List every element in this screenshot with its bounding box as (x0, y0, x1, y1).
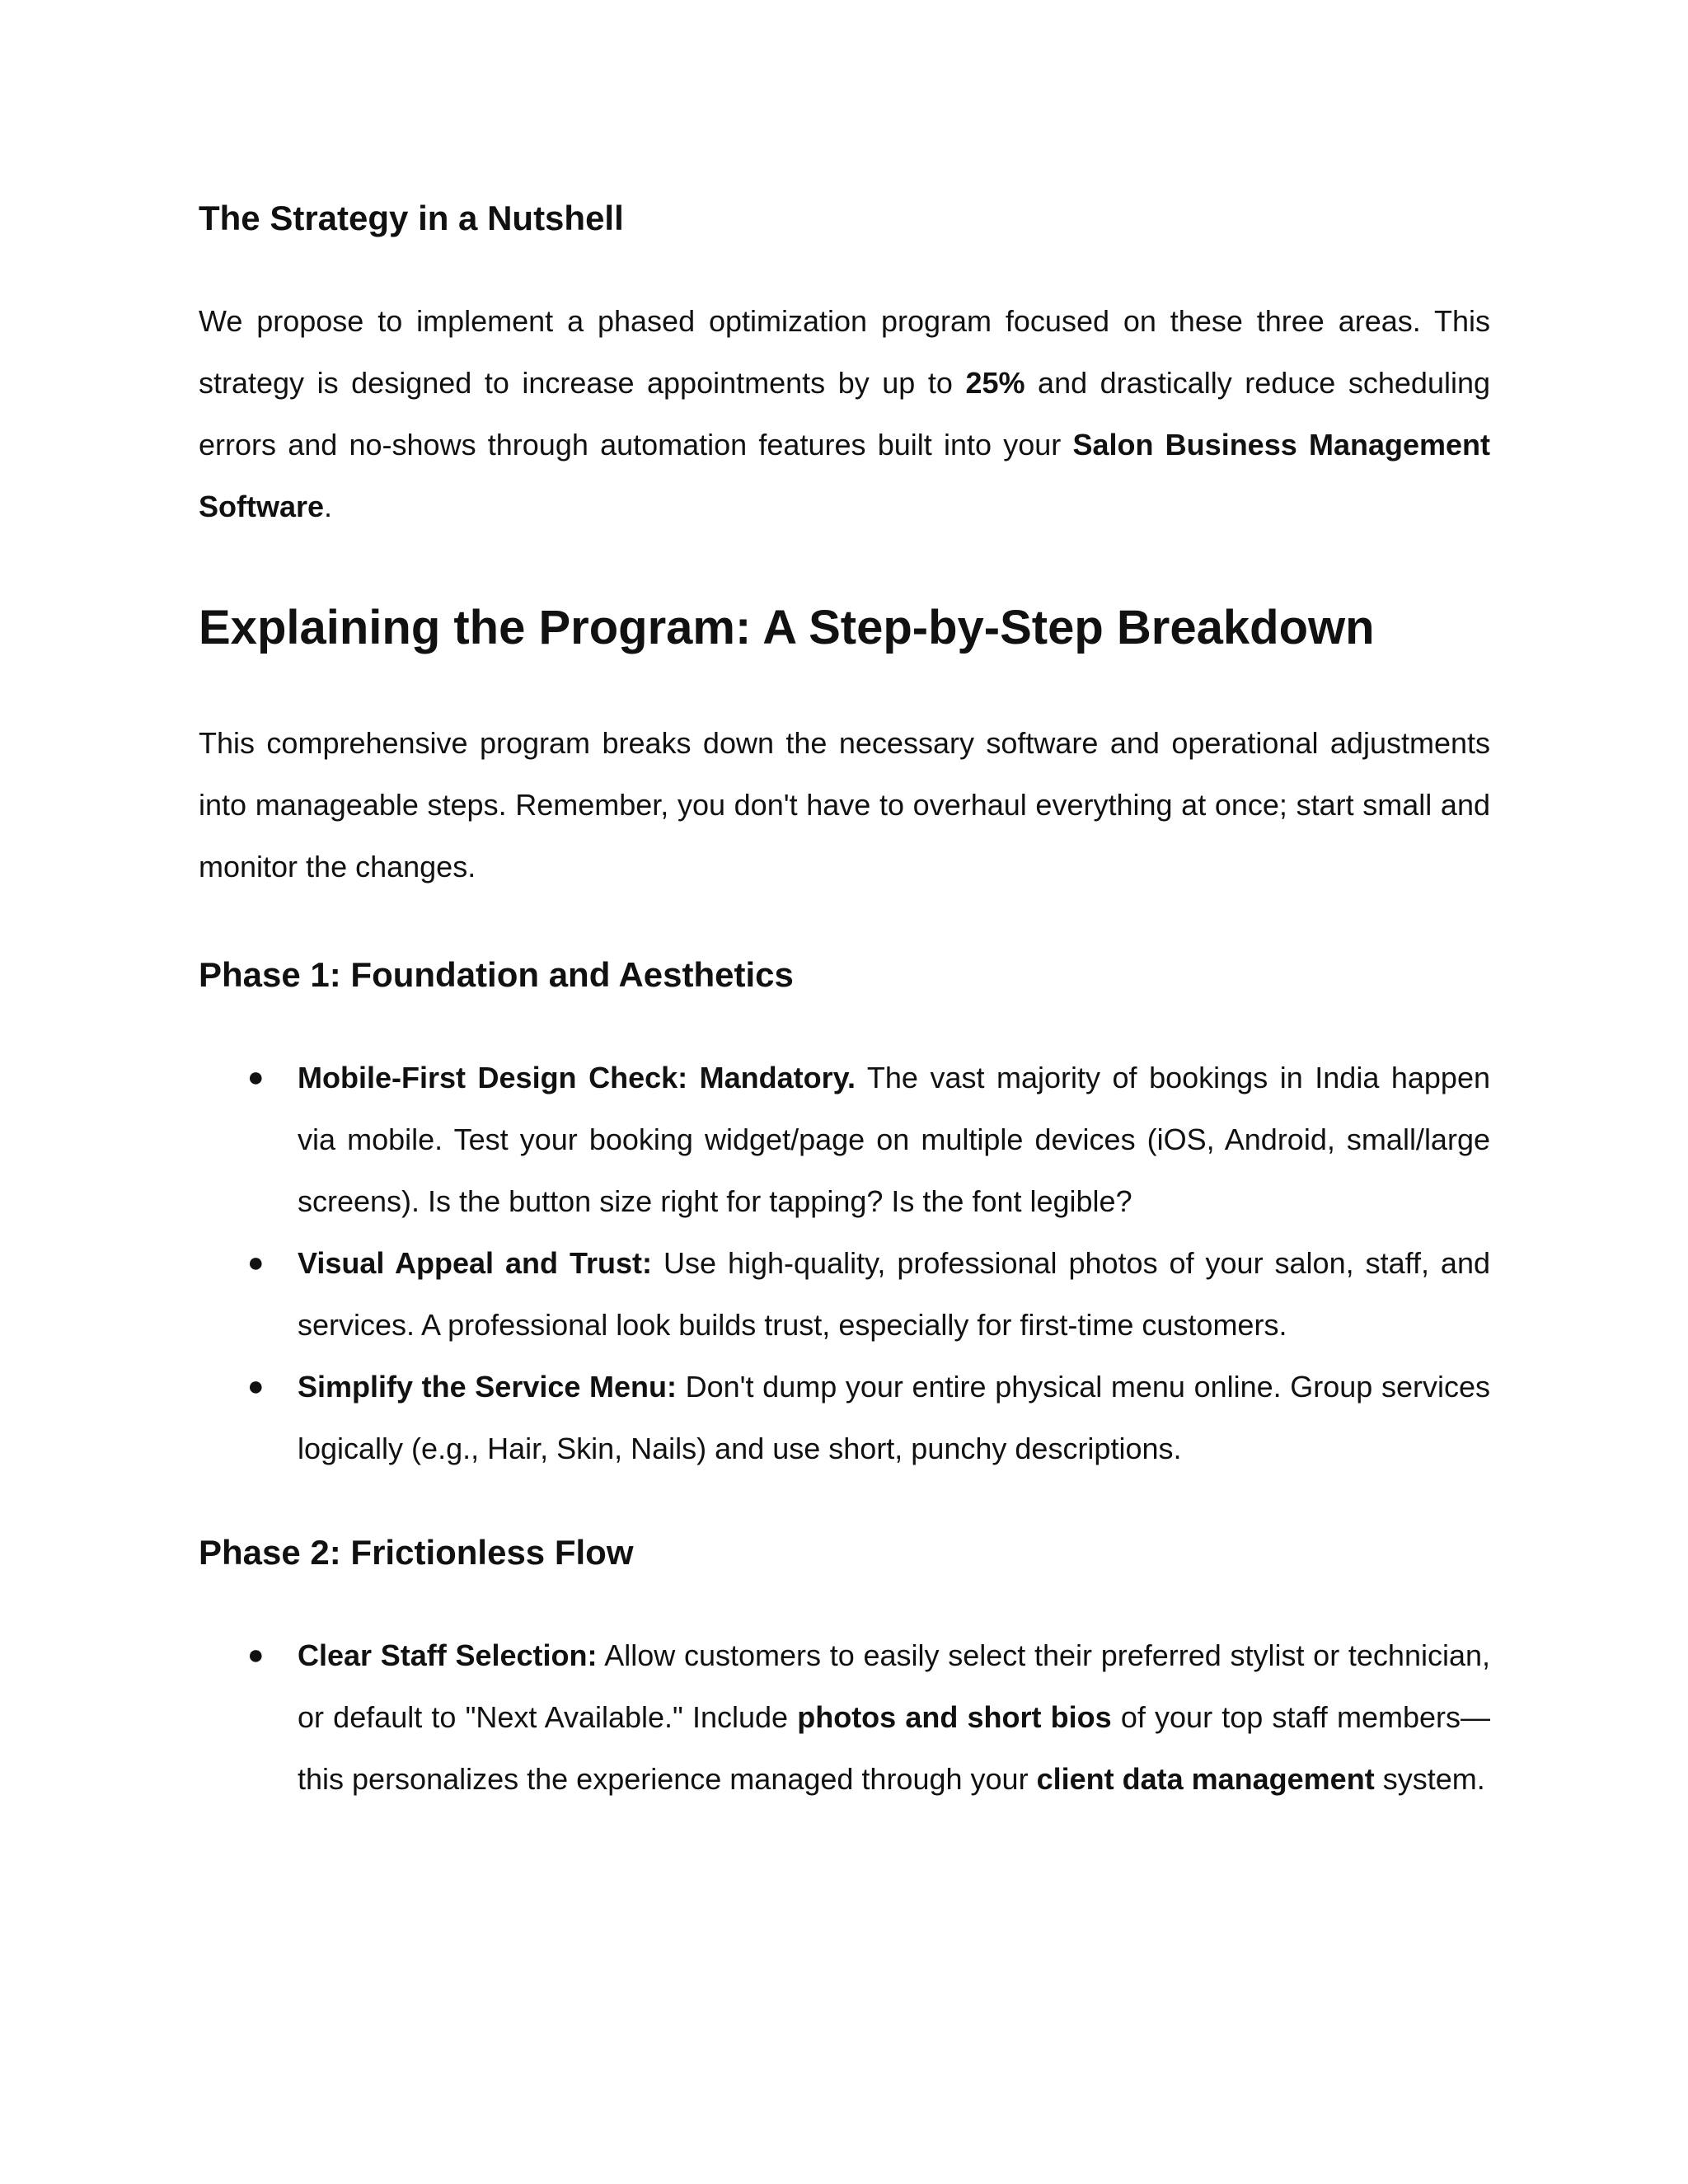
phase-2-list (199, 1624, 1490, 1810)
bullet-icon: ● (247, 1247, 265, 1278)
text-run: of your top staff members—this personalizes the experience managed through your (298, 1700, 1491, 1796)
text-run: The vast majority of bookings in India happen via mobile. Test your booking widget/page on multiple devices (iOS, Android, small/large screens). Is the button size right for tapping? Is the font legible? (298, 1061, 1490, 1218)
bold-run: Mobile-First Design Check: Mandatory. (298, 1061, 856, 1094)
text-run: and drastically reduce scheduling errors and no-shows through automation features built into your (199, 366, 1490, 462)
bold-run: photos and short bios (797, 1700, 1112, 1734)
list-item (199, 1356, 1490, 1479)
heading-phase-2: Phase 2: Frictionless Flow (199, 1533, 634, 1572)
list-item (199, 1047, 1490, 1232)
phase-1-list (199, 1047, 1490, 1479)
list-item (199, 1624, 1490, 1810)
text-run: Don't dump your entire physical menu online. Group services logically (e.g., Hair, Skin, Nails) and use short, punchy descriptions. (298, 1370, 1490, 1465)
text-run: Allow customers to easily select their preferred stylist or technician, or default to "Next Available." Include (298, 1638, 1491, 1734)
bold-run: Visual Appeal and Trust: (298, 1246, 653, 1280)
heading-phase-1: Phase 1: Foundation and Aesthetics (199, 955, 794, 994)
bold-run: Clear Staff Selection: (298, 1638, 598, 1672)
bold-run: 25% (965, 366, 1025, 400)
paragraph-program-intro: This comprehensive program breaks down the necessary software and operational adjustments into manageable steps. Remember, you don't have to overhaul everything at once; start small and monitor the changes. (199, 726, 1490, 883)
bullet-icon: ● (247, 1639, 265, 1671)
bold-run: Salon Business Management Software (199, 428, 1490, 523)
bold-run: client data management (1036, 1762, 1375, 1796)
text-run: system. (1374, 1762, 1485, 1796)
text-run: Use high-quality, professional photos of your salon, staff, and services. A professional look builds trust, especially for first-time customers. (298, 1246, 1490, 1342)
bullet-icon: ● (247, 1062, 265, 1093)
bold-run: Simplify the Service Menu: (298, 1370, 677, 1404)
heading-strategy: The Strategy in a Nutshell (199, 199, 624, 237)
list-item (199, 1232, 1490, 1356)
paragraph-strategy (199, 290, 1490, 537)
text-run: We propose to implement a phased optimization program focused on these three areas. This strategy is designed to increase appointments by up to (199, 304, 1490, 400)
bullet-icon: ● (247, 1371, 265, 1402)
heading-program: Explaining the Program: A Step-by-Step Breakdown (199, 601, 1375, 654)
text-run: . (324, 490, 333, 523)
